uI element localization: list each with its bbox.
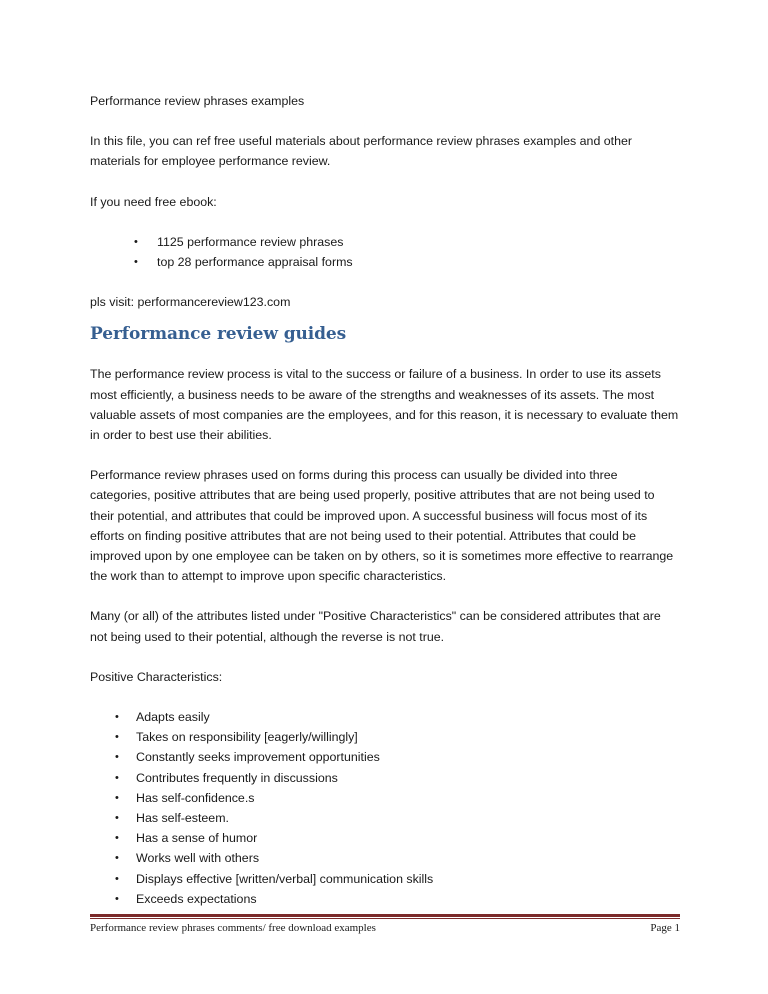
page-number: Page 1	[650, 922, 680, 934]
bullet-icon: •	[115, 892, 119, 905]
footer-divider-thin	[90, 918, 680, 919]
list-item	[90, 252, 680, 272]
list-item	[90, 828, 680, 848]
paragraph: Performance review phrases used on forms during this process can usually be divided into three categories, positive attributes that are being used properly, positive attributes that are not being used to their potential, and attributes that could be improved upon. A successful business will focus most of its efforts on finding positive attributes that are not being used to their potential. Attributes that could be improved upon by one employee can be taken on by others, so it is sometimes more effective to rearrange the work than to attempt to improve upon specific characteristics.	[90, 468, 674, 584]
bullet-icon: •	[115, 771, 119, 784]
list-item	[90, 848, 680, 868]
ebook-list	[90, 232, 680, 272]
intro-paragraph: In this file, you can ref free useful materials about performance review phrases examples and other materials for employee performance review.	[90, 134, 633, 169]
footer-caption: Performance review phrases comments/ free download examples	[90, 922, 376, 934]
bullet-icon: •	[115, 812, 119, 825]
section-heading: Performance review guides	[90, 324, 347, 345]
list-item	[90, 232, 680, 252]
list-item-text: Constantly seeks improvement opportunities	[136, 750, 380, 765]
list-item-text: 1125 performance review phrases	[157, 234, 344, 249]
list-item	[90, 768, 680, 788]
document-title-line: Performance review phrases examples	[90, 94, 305, 108]
page-content	[90, 91, 680, 909]
list-item	[90, 889, 680, 909]
footer-divider	[90, 914, 680, 917]
list-item-text: Has a sense of humor	[136, 831, 258, 846]
list-item	[90, 808, 680, 828]
list-label: Positive Characteristics:	[90, 669, 223, 684]
bullet-icon: •	[134, 256, 138, 269]
bullet-icon: •	[115, 872, 119, 885]
visit-line: pls visit: performancereview123.com	[90, 295, 291, 310]
ebook-prompt: If you need free ebook:	[90, 194, 217, 209]
list-item-text: Adapts easily	[136, 710, 210, 725]
bullet-icon: •	[115, 852, 119, 865]
list-item	[90, 747, 680, 767]
list-item-text: top 28 performance appraisal forms	[157, 255, 353, 270]
paragraph: The performance review process is vital to the success or failure of a business. In order to use its assets most efficiently, a business needs to be aware of the strengths and weaknesses of its assets. The most valuable assets of most companies are the employees, and for this reason, it is necessary to evaluate them in order to best use their abilities.	[90, 367, 679, 443]
bullet-icon: •	[134, 235, 138, 248]
bullet-icon: •	[115, 731, 119, 744]
paragraph: Many (or all) of the attributes listed under "Positive Characteristics" can be considered attributes that are not being used to their potential, although the reverse is not true.	[90, 609, 661, 644]
list-item-text: Has self-confidence.s	[136, 790, 255, 805]
characteristics-list	[90, 707, 680, 909]
bullet-icon: •	[115, 711, 119, 724]
list-item	[90, 727, 680, 747]
list-item	[90, 707, 680, 727]
bullet-icon: •	[115, 832, 119, 845]
list-item-text: Exceeds expectations	[136, 891, 257, 906]
list-item-text: Contributes frequently in discussions	[136, 770, 338, 785]
list-item-text: Takes on responsibility [eagerly/willingly]	[136, 730, 358, 745]
list-item	[90, 788, 680, 808]
list-item	[90, 869, 680, 889]
list-item-text: Displays effective [written/verbal] communication skills	[136, 871, 434, 886]
list-item-text: Has self-esteem.	[136, 811, 229, 826]
bullet-icon: •	[115, 791, 119, 804]
bullet-icon: •	[115, 751, 119, 764]
list-item-text: Works well with others	[136, 851, 260, 866]
